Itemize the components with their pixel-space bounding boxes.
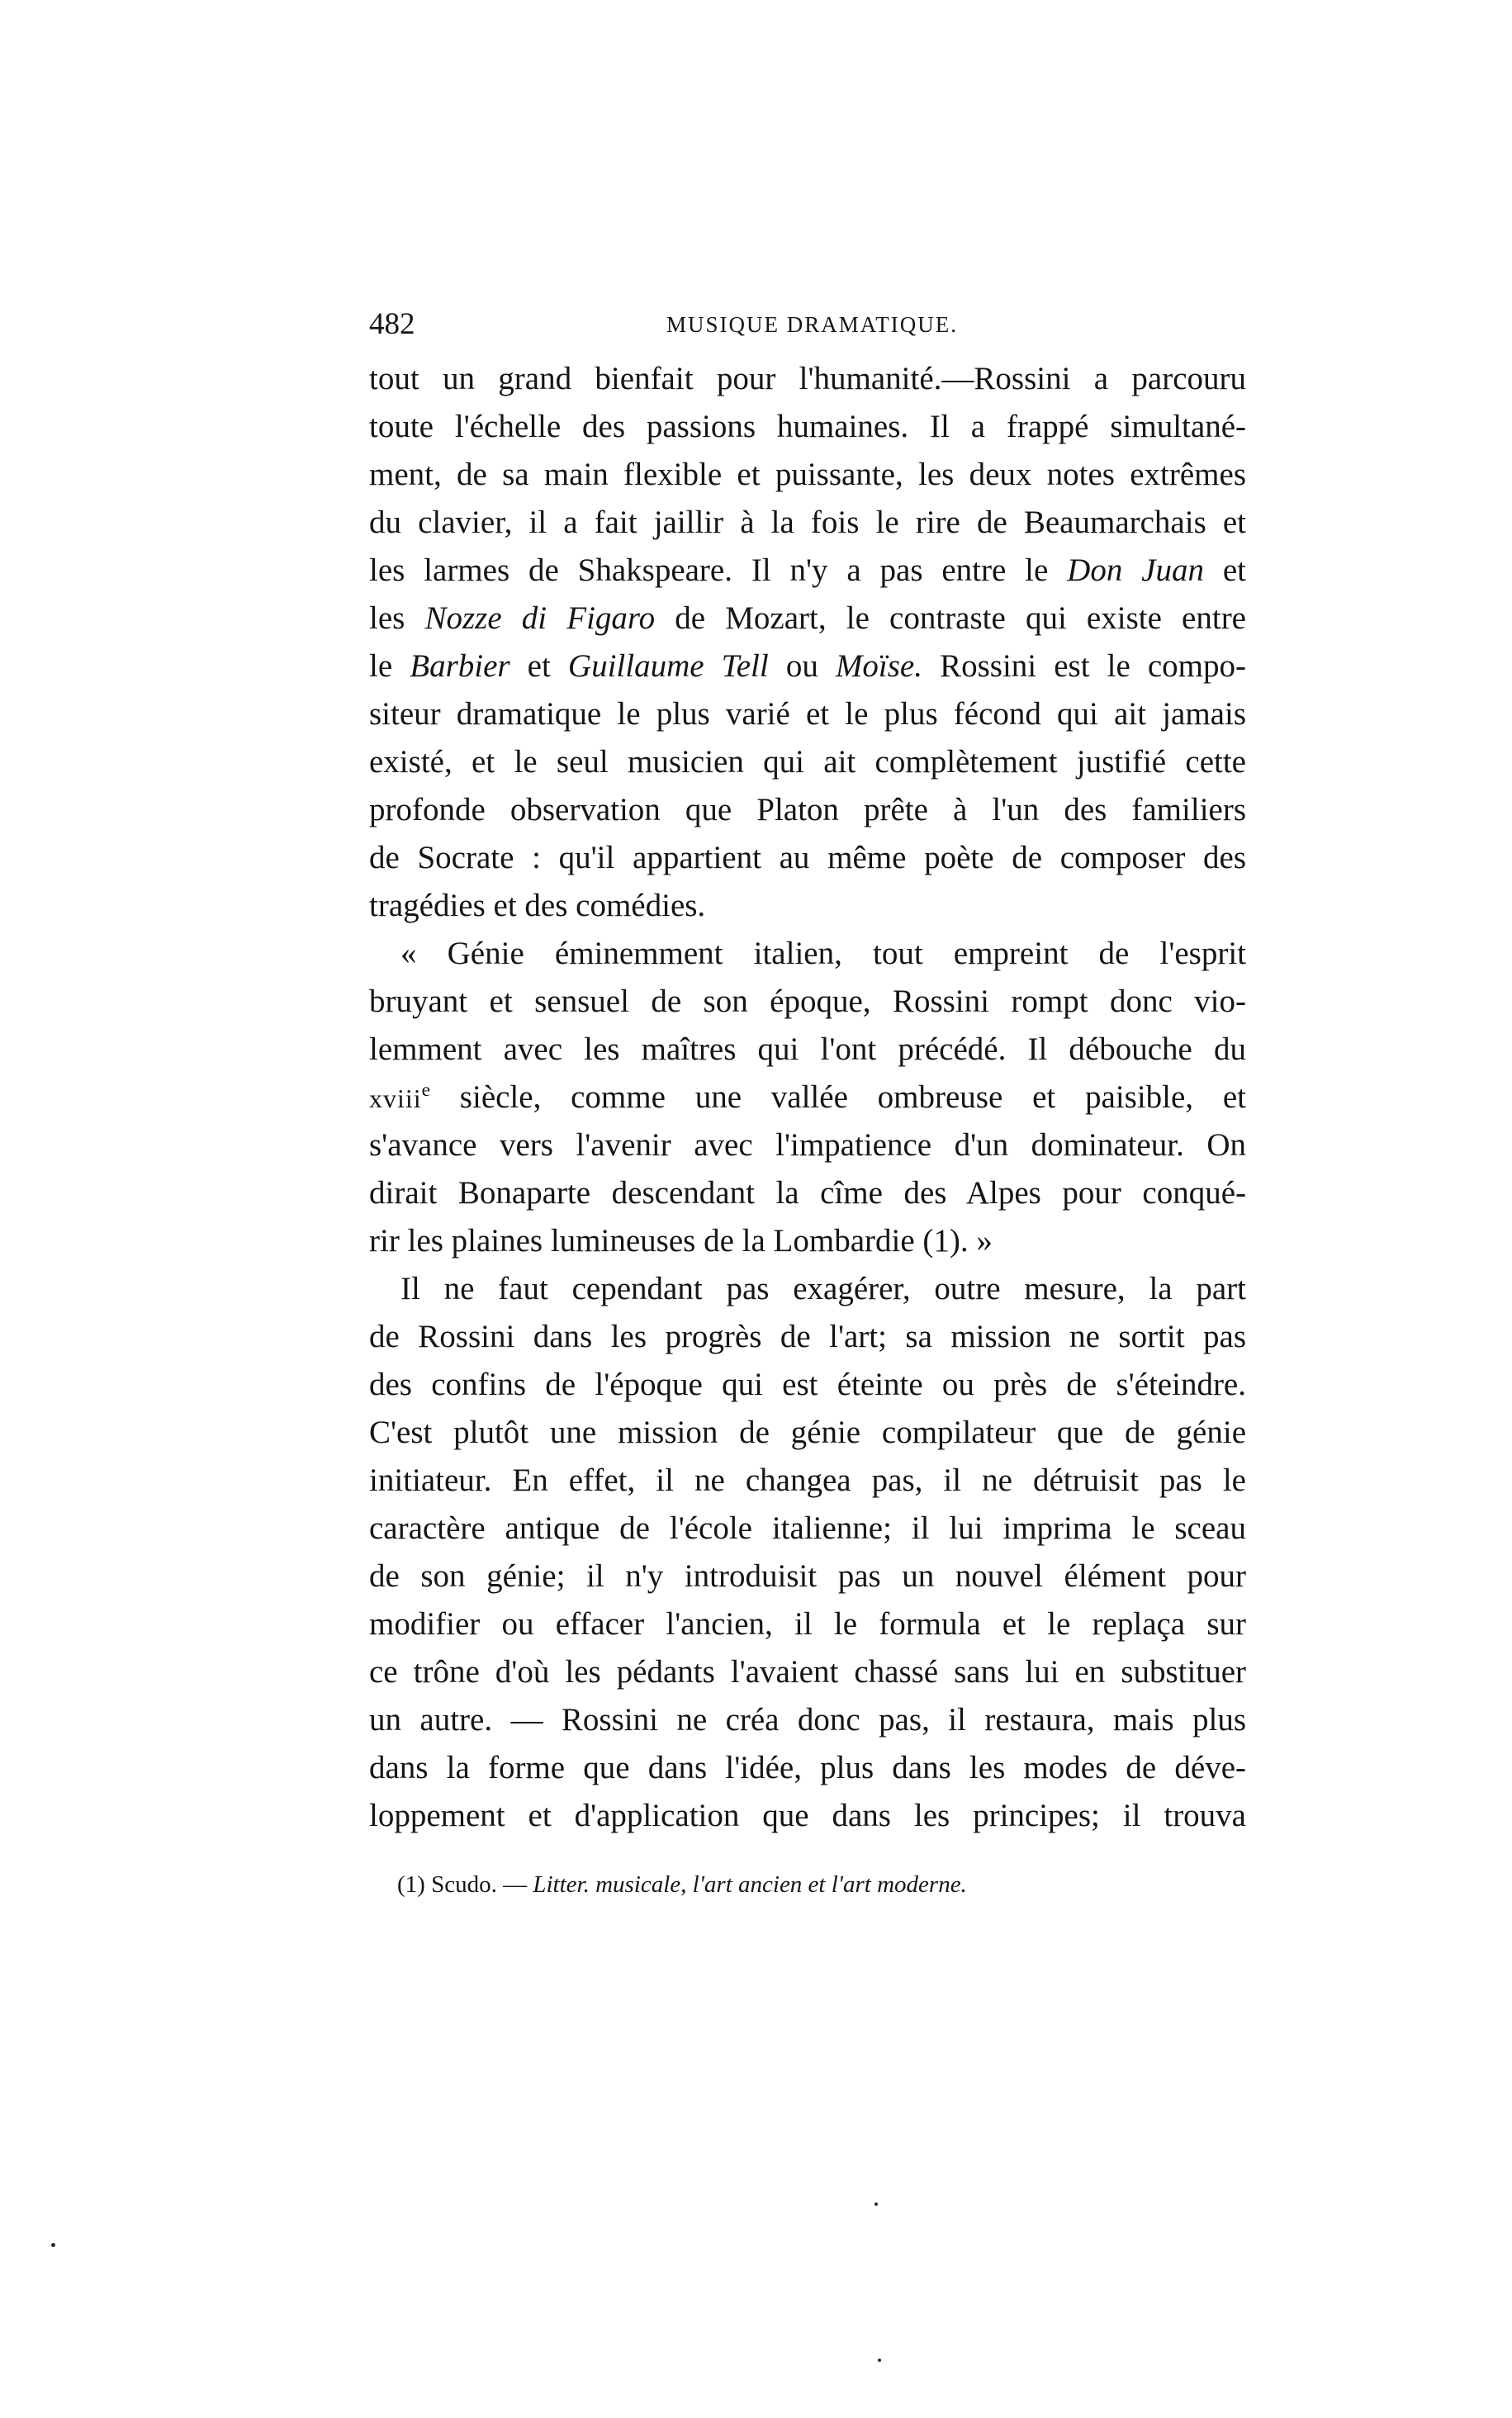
- italic-title-don-juan: Don Juan: [1067, 552, 1204, 588]
- footnote-text: Litter. musicale, l'art ancien et l'art moderne.: [533, 1871, 967, 1898]
- footnote-marker: (1) Scudo. —: [397, 1871, 533, 1898]
- italic-title-barbier: Barbier: [410, 648, 510, 684]
- text-line: [369, 547, 1246, 595]
- text-run: siècle, comme une vallée ombreuse et paisible, et: [430, 1079, 1246, 1115]
- text-line: de Socrate : qu'il appartient au même poète de composer des: [369, 840, 1246, 875]
- text-run: ou: [768, 648, 836, 684]
- text-line: profonde observation que Platon prête à l'un des familiers: [369, 792, 1246, 827]
- text-run: et: [510, 648, 568, 684]
- text-line: bruyant et sensuel de son époque, Rossini rompt donc vio-: [369, 984, 1246, 1019]
- text-line: rir les plaines lumineuses de la Lombardie (1). »: [369, 1223, 993, 1259]
- text-line: « Génie éminemment italien, tout empreint de l'esprit: [401, 936, 1246, 971]
- superscript: e: [421, 1079, 431, 1101]
- body-text: [369, 355, 1246, 1840]
- text-line: [369, 1074, 1246, 1121]
- scan-speck: [874, 2202, 878, 2206]
- text-line: Il ne faut cependant pas exagérer, outre mesure, la part: [401, 1271, 1246, 1306]
- text-line: tragédies et des comédies.: [369, 888, 706, 923]
- text-line: siteur dramatique le plus varié et le plus fécond qui ait jamais: [369, 696, 1246, 732]
- text-line: ment, de sa main flexible et puissante, les deux notes extrêmes: [369, 457, 1246, 492]
- scan-speck: [878, 2359, 881, 2362]
- text-line: [369, 642, 1246, 690]
- italic-title-moise: Moïse.: [835, 648, 922, 684]
- century-numeral: xviii: [369, 1084, 422, 1113]
- text-run: le: [369, 648, 410, 684]
- text-run: Rossini est le compo-: [922, 648, 1246, 684]
- scan-speck: [51, 2243, 55, 2247]
- footnote: [397, 1868, 967, 1901]
- text-line: de son génie; il n'y introduisit pas un nouvel élément pour: [369, 1558, 1246, 1594]
- text-run: les larmes de Shakspeare. Il n'y a pas entre le: [369, 552, 1068, 588]
- text-line: modifier ou effacer l'ancien, il le formula et le replaça sur: [369, 1606, 1246, 1642]
- text-line: des confins de l'époque qui est éteinte ou près de s'éteindre.: [369, 1367, 1246, 1402]
- text-line: s'avance vers l'avenir avec l'impatience d'un dominateur. On: [369, 1127, 1246, 1163]
- text-line: toute l'échelle des passions humaines. Il a frappé simultané-: [369, 409, 1246, 444]
- text-run: de Mozart, le contraste qui existe entre: [655, 600, 1246, 636]
- text-line: loppement et d'application que dans les principes; il trouva: [369, 1798, 1246, 1833]
- text-line: [369, 595, 1246, 642]
- page-number: 482: [369, 307, 415, 341]
- text-line: initiateur. En effet, il ne changea pas, il ne détruisit pas le: [369, 1463, 1246, 1498]
- text-run: et: [1204, 552, 1246, 588]
- italic-title-guillaume-tell: Guillaume Tell: [567, 648, 769, 684]
- text-run: les: [369, 600, 425, 636]
- text-line: de Rossini dans les progrès de l'art; sa mission ne sortit pas: [369, 1319, 1246, 1354]
- running-title: MUSIQUE DRAMATIQUE.: [666, 312, 958, 337]
- text-line: existé, et le seul musicien qui ait complètement justifié cette: [369, 744, 1246, 780]
- text-line: du clavier, il a fait jaillir à la fois le rire de Beaumarchais et: [369, 505, 1246, 540]
- text-line: C'est plutôt une mission de génie compilateur que de génie: [369, 1415, 1246, 1450]
- text-line: ce trône d'où les pédants l'avaient chassé sans lui en substituer: [369, 1654, 1246, 1690]
- text-line: tout un grand bienfait pour l'humanité.—Rossini a parcouru: [369, 361, 1246, 396]
- text-line: un autre. — Rossini ne créa donc pas, il restaura, mais plus: [369, 1702, 1246, 1738]
- italic-title-nozze: Nozze di Figaro: [424, 600, 656, 636]
- text-line: caractère antique de l'école italienne; il lui imprima le sceau: [369, 1510, 1246, 1546]
- page-header: [369, 304, 1246, 345]
- text-line: dans la forme que dans l'idée, plus dans les modes de déve-: [369, 1750, 1246, 1785]
- text-line: lemment avec les maîtres qui l'ont précédé. Il débouche du: [369, 1031, 1246, 1067]
- text-line: dirait Bonaparte descendant la cîme des Alpes pour conqué-: [369, 1175, 1246, 1211]
